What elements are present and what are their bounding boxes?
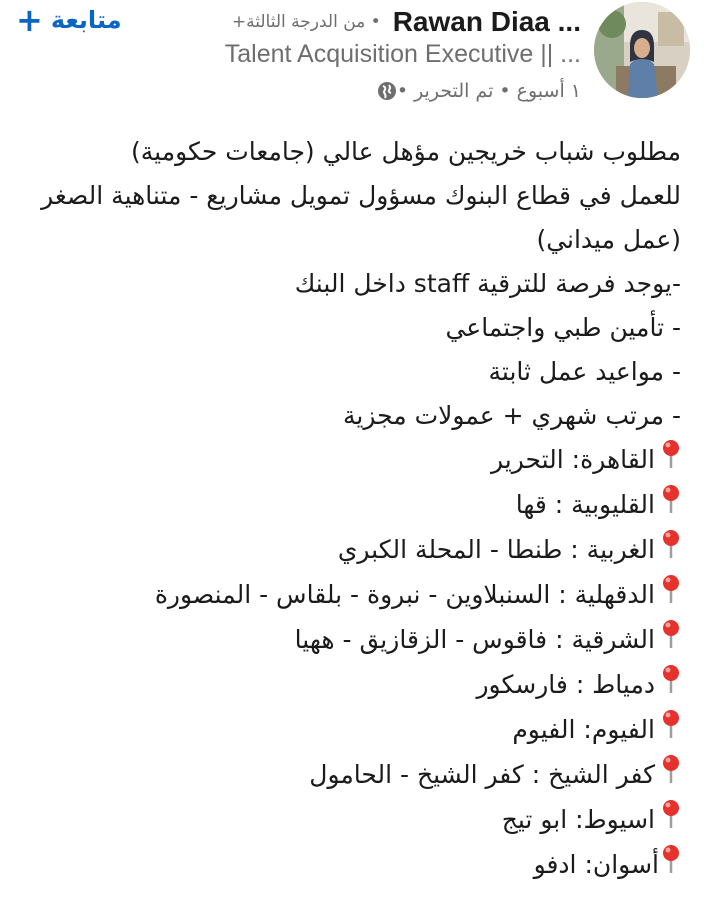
author-line <box>232 2 581 42</box>
body-line: -يوجد فرصة للترقية staff داخل البنك <box>294 269 681 298</box>
pin-icon <box>661 844 681 888</box>
body-line: - مواعيد عمل ثابتة <box>488 357 681 386</box>
pin-icon <box>661 439 681 483</box>
location-text: أسوان: ادفو <box>533 850 659 879</box>
body-line: - مرتب شهري + عمولات مجزية <box>343 401 681 430</box>
location-item <box>155 580 681 609</box>
location-item <box>512 715 681 744</box>
post-body <box>21 130 681 888</box>
location-item <box>476 670 681 699</box>
pin-icon <box>661 754 681 798</box>
location-item <box>516 490 681 519</box>
location-text: كفر الشيخ : كفر الشيخ - الحامول <box>309 760 655 789</box>
location-item <box>502 805 681 834</box>
location-text: الفيوم: الفيوم <box>512 715 655 744</box>
meta-bullet: • <box>493 80 517 102</box>
pin-icon <box>661 484 681 528</box>
author-headline: Talent Acquisition Executive || ... <box>224 40 581 68</box>
location-text: الغربية : طنطا - المحلة الكبري <box>337 535 655 564</box>
location-text: القاهرة: التحرير <box>490 445 655 474</box>
intro-text <box>21 130 681 438</box>
pin-icon <box>661 529 681 573</box>
body-line: - تأمين طبي واجتماعي <box>445 313 681 342</box>
location-item <box>491 445 681 474</box>
follow-button[interactable] <box>16 1 122 39</box>
author-name[interactable]: Rawan Diaa ... <box>392 6 581 37</box>
location-item <box>309 760 681 789</box>
location-text: اسيوط: ابو تيج <box>501 805 655 834</box>
locations-list <box>21 438 681 888</box>
post-time: ١ أسبوع <box>516 80 581 102</box>
location-text: الدقهلية : السنبلاوين - نبروة - بلقاس - المنصورة <box>154 580 655 609</box>
follow-label: متابعة <box>50 6 122 34</box>
plus-icon: + <box>16 1 43 39</box>
pin-icon <box>661 619 681 663</box>
post-meta <box>367 80 581 102</box>
location-text: الشرقية : فاقوس - الزقازيق - ههيا <box>294 625 655 654</box>
avatar-image <box>594 2 690 98</box>
pin-icon <box>661 799 681 843</box>
body-line: للعمل في قطاع البنوك مسؤول تمويل مشاريع - متناهية الصغر (عمل ميداني) <box>41 181 681 254</box>
location-item <box>534 850 681 879</box>
location-item <box>338 535 681 564</box>
meta-bullet: • <box>396 80 415 102</box>
author-degree: • من الدرجة الثالثة+ <box>231 12 381 32</box>
body-line: مطلوب شباب خريجين مؤهل عالي (جامعات حكومية) <box>131 137 681 166</box>
edited-label: تم التحرير <box>414 80 494 102</box>
location-text: القليوبية : قها <box>515 490 655 519</box>
avatar[interactable] <box>594 2 690 98</box>
location-item <box>295 625 681 654</box>
location-text: دمياط : فارسكور <box>476 670 655 699</box>
post-header <box>0 0 713 118</box>
pin-icon <box>661 664 681 708</box>
pin-icon <box>661 574 681 618</box>
globe-icon <box>377 81 397 101</box>
pin-icon <box>661 709 681 753</box>
